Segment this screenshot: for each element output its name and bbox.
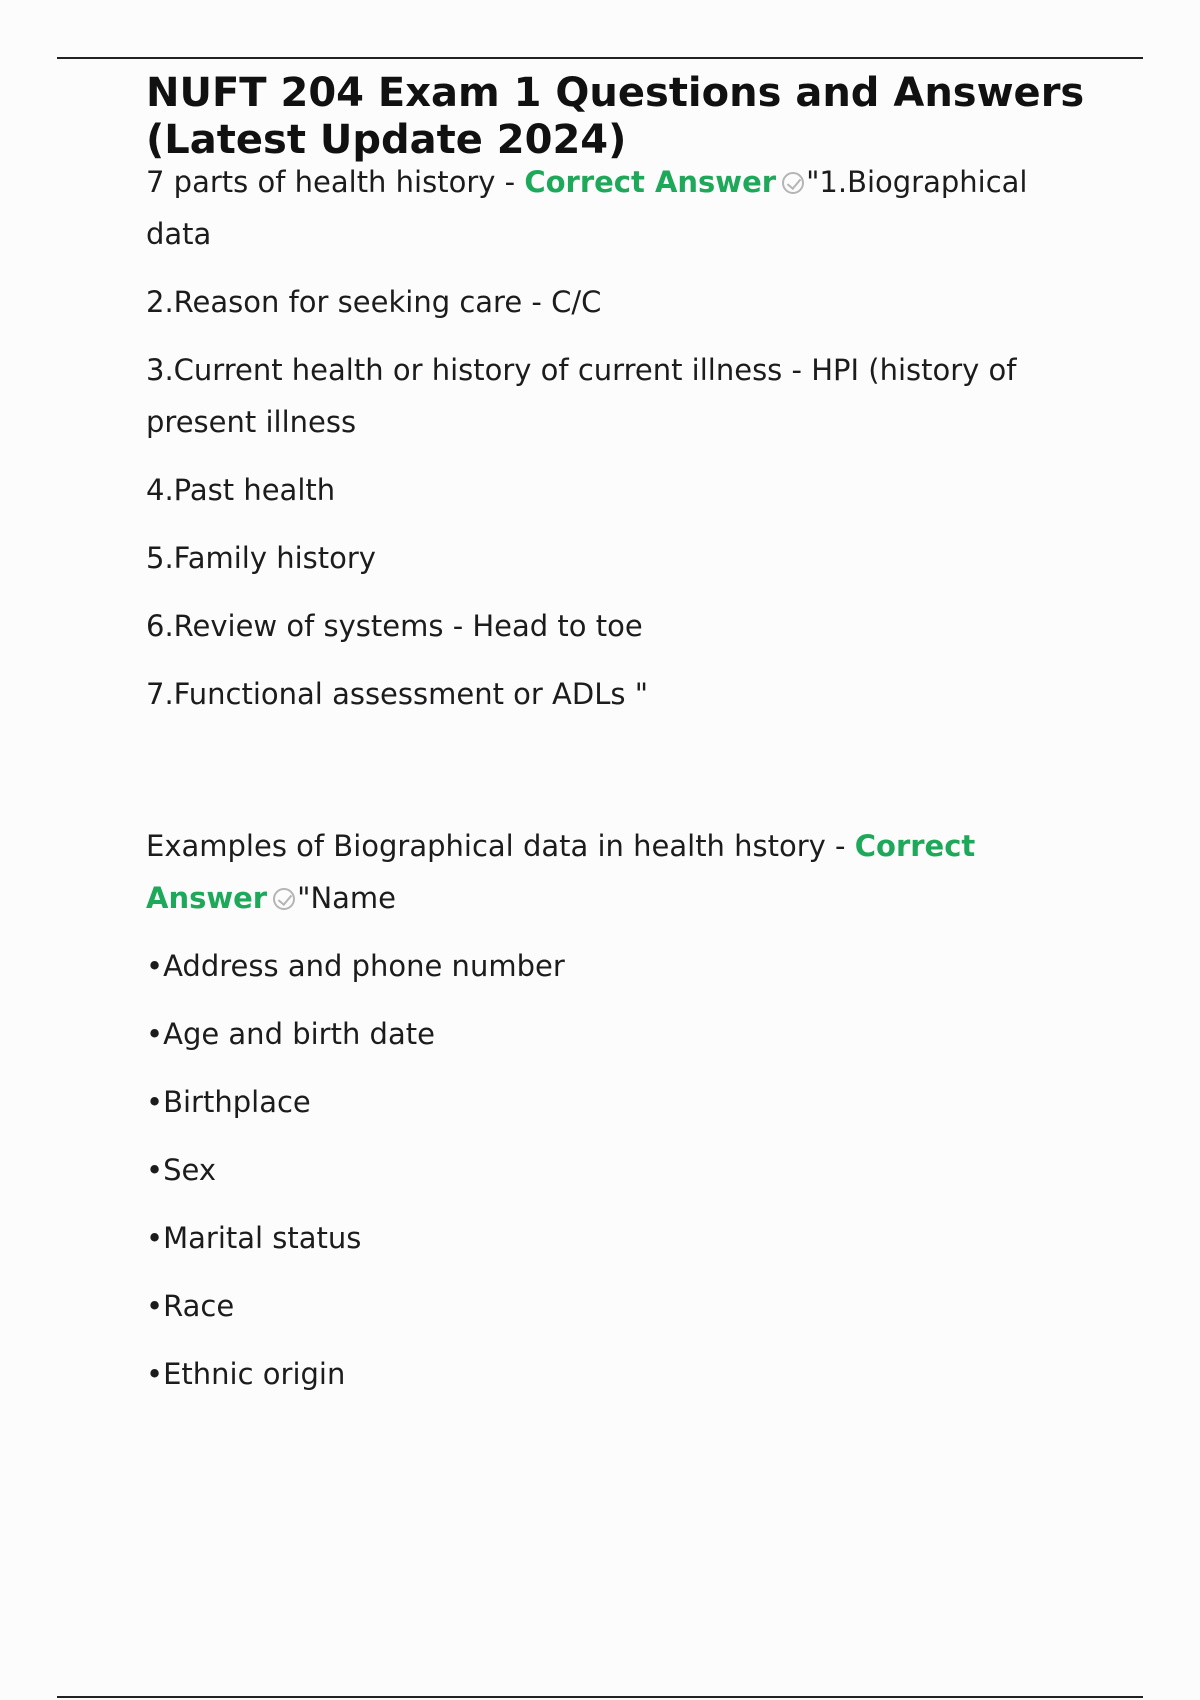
question-text: Examples of Biographical data in health hstory - [146,829,855,863]
qa-block [146,820,1086,1400]
list-item: •Age and birth date [146,1017,435,1051]
list-item: •Birthplace [146,1085,311,1119]
question [146,156,1086,260]
question [146,820,1086,924]
answer-first-line: "Name [297,881,397,915]
list-item: 2.Reason for seeking care - C/C [146,285,602,319]
question-text: 7 parts of health history - [146,165,525,199]
document-body [146,70,1086,1400]
answer-first-line: "1.Biographical data [146,165,1028,251]
top-divider [57,57,1143,59]
answer-label: Correct Answer [146,829,976,915]
list-item: •Sex [146,1153,217,1187]
list-item: •Marital status [146,1221,362,1255]
circle-check-icon [782,172,804,194]
bottom-divider [57,1696,1143,1698]
document-title: NUFT 204 Exam 1 Questions and Answers (Latest Update 2024) [146,70,1085,163]
list-item: •Address and phone number [146,949,565,983]
list-item: 5.Family history [146,541,376,575]
list-item: 7.Functional assessment or ADLs " [146,677,649,711]
list-item: •Race [146,1289,235,1323]
list-item: •Ethnic origin [146,1357,346,1391]
answer-label: Correct Answer [524,165,777,199]
list-item: 6.Review of systems - Head to toe [146,609,643,643]
list-item: 4.Past health [146,473,336,507]
list-item: 3.Current health or history of current illness - HPI (history of present illness [146,353,1017,439]
qa-block [146,156,1086,720]
circle-check-icon [273,888,295,910]
